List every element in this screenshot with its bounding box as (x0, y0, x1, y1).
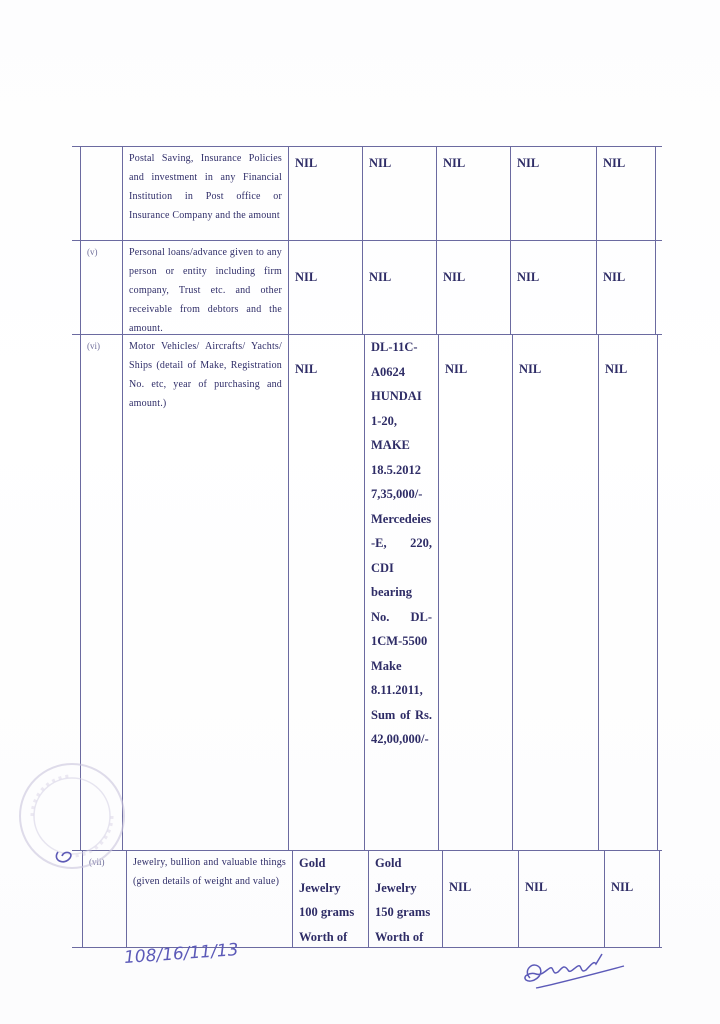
value-cell-dependent-1: NIL (442, 851, 518, 947)
signature-icon (516, 950, 636, 994)
table-row (72, 240, 662, 335)
value-cell-dependent-1: NIL (436, 147, 510, 241)
assets-table (72, 146, 662, 948)
value-cell-spouse: Gold Jewelry 150 grams Worth of (368, 851, 442, 947)
value-cell-dependent-2: NIL (512, 335, 598, 851)
value-cell-dependent-3: NIL (598, 335, 658, 851)
value-cell-spouse: NIL (362, 241, 436, 335)
value-cell-spouse: NIL (362, 147, 436, 241)
value-cell-dependent-1: NIL (436, 241, 510, 335)
handwritten-reference-number: 108/16/11/13 (123, 940, 240, 968)
value-cell-self: Gold Jewelry 100 grams Worth of (292, 851, 368, 947)
serial-number-cell: (vii) (82, 851, 128, 947)
value-cell-dependent-3: NIL (596, 241, 656, 335)
table-row (72, 334, 662, 851)
value-cell-dependent-1: NIL (438, 335, 512, 851)
table-row (72, 850, 662, 948)
description-cell: Personal loans/advance given to any person or entity including firm company, Trust etc. and other receivable from debtors and the amount. (122, 241, 288, 335)
description-cell: Postal Saving, Insurance Policies and investment in any Financial Institution in Post office or Insurance Company and the amount (122, 147, 288, 241)
serial-number-cell: (v) (80, 241, 124, 335)
value-cell-self: NIL (288, 241, 362, 335)
value-cell-self: NIL (288, 335, 364, 851)
table-row (72, 146, 662, 241)
value-cell-dependent-2: NIL (510, 147, 596, 241)
seal-icon (12, 756, 132, 876)
description-cell: Motor Vehicles/ Aircrafts/ Yachts/ Ships (detail of Make, Registration No. etc, year of purchasing and amount.) (122, 335, 288, 851)
description-cell: Jewelry, bullion and valuable things (given details of weight and value) (126, 851, 292, 947)
official-seal (12, 756, 132, 876)
value-cell-dependent-3: NIL (596, 147, 656, 241)
serial-number-cell (80, 147, 124, 241)
signature (516, 950, 636, 998)
value-cell-dependent-3: NIL (604, 851, 660, 947)
value-cell-dependent-2: NIL (518, 851, 604, 947)
value-cell-spouse: DL-11C-A0624 HUNDAI 1-20, MAKE 18.5.2012 7,35,000/- Mercedeies-E, 220, CDI bearing No. DL-1CM-5500 Make 8.11.2011, Sum of Rs. 42,00,000/- (364, 335, 438, 851)
value-cell-self: NIL (288, 147, 362, 241)
serial-number-cell: (vi) (80, 335, 124, 851)
value-cell-dependent-2: NIL (510, 241, 596, 335)
